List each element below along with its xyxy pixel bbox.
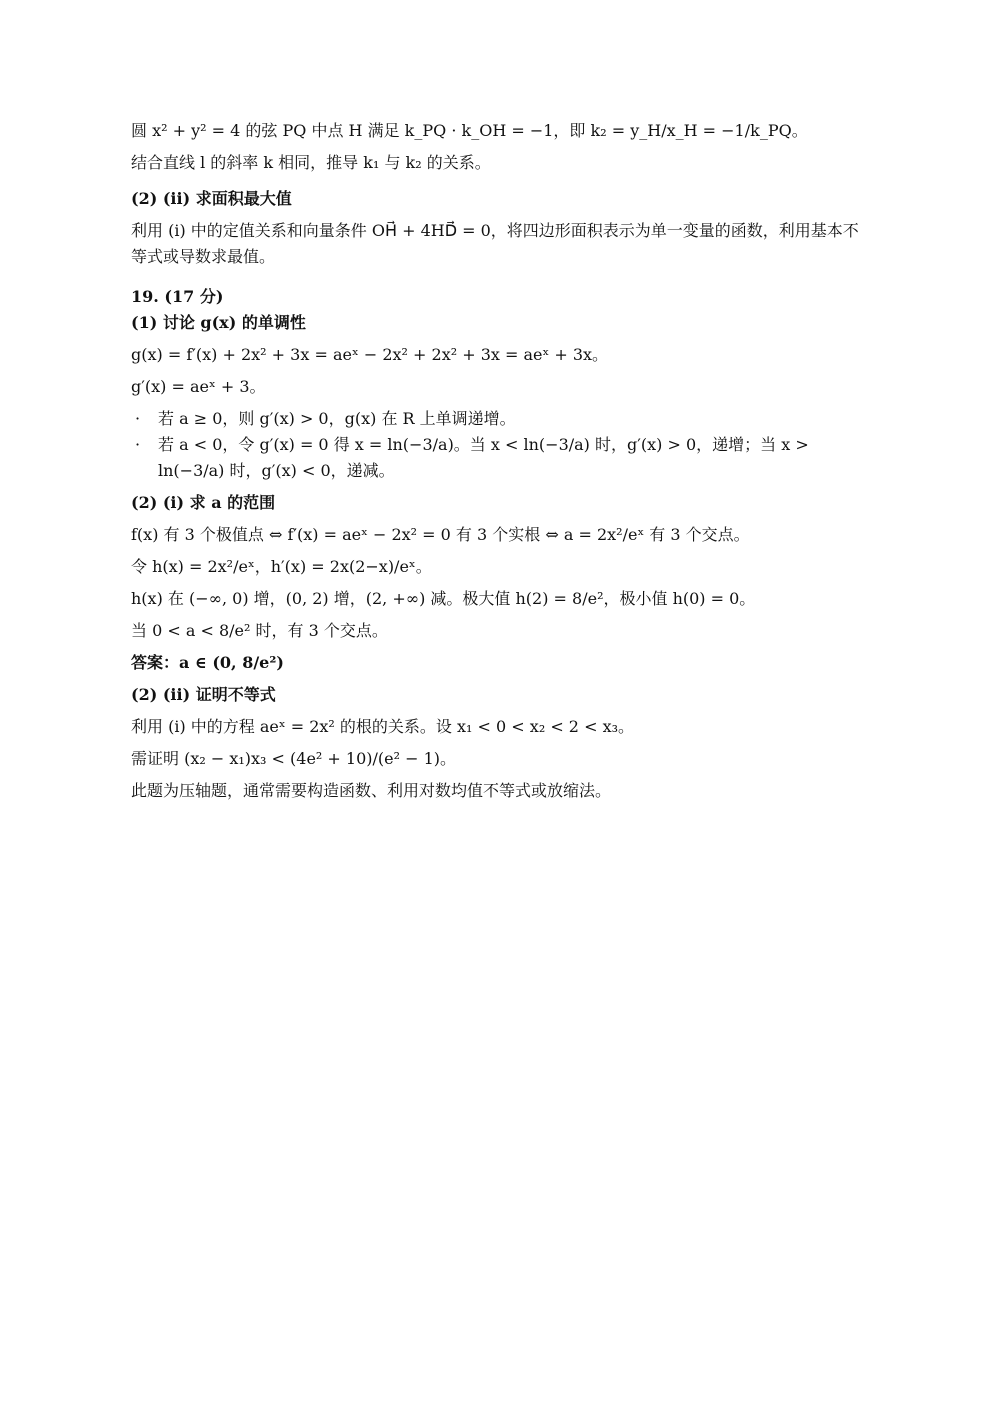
final-remark-line: 此题为压轴题，通常需要构造函数、利用对数均值不等式或放缩法。 bbox=[131, 781, 612, 800]
intersection-condition-line: 当 0 < a < 8/e² 时，有 3 个交点。 bbox=[131, 621, 388, 640]
section-heading-area-max: (2) (ii) 求面积最大值 bbox=[131, 189, 292, 208]
slope-relation-line: 结合直线 l 的斜率 k 相同，推导 k₁ 与 k₂ 的关系。 bbox=[131, 153, 491, 172]
extreme-points-line: f(x) 有 3 个极值点 ⇔ f′(x) = aeˣ − 2x² = 0 有 3 个实根 ⇔ a = 2x²/eˣ 有 3 个交点。 bbox=[131, 525, 750, 544]
g-derivative-line: g′(x) = aeˣ + 3。 bbox=[131, 377, 266, 396]
bullet-text: 若 a < 0，令 g′(x) = 0 得 x = ln(−3/a)。当 x < ln(−3/a) 时，g′(x) > 0，递增；当 x > ln(−3/a) 时，g′(x) < 0，递减。 bbox=[158, 435, 809, 480]
document-content bbox=[131, 118, 861, 804]
h-monotonicity-line: h(x) 在 (−∞, 0) 增，(0, 2) 增，(2, +∞) 减。极大值 h(2) = 8/e²，极小值 h(0) = 0。 bbox=[131, 589, 756, 608]
bullet-text: 若 a ≥ 0，则 g′(x) > 0，g(x) 在 R 上单调递增。 bbox=[158, 409, 516, 428]
roots-relation-line: 利用 (i) 中的方程 aeˣ = 2x² 的根的关系。设 x₁ < 0 < x₂ < 2 < x₃。 bbox=[131, 717, 635, 736]
inequality-to-prove-line: 需证明 (x₂ − x₁)x₃ < (4e² + 10)/(e² − 1)。 bbox=[131, 749, 457, 768]
bullet-item-a-nonnegative bbox=[131, 406, 861, 432]
chord-midpoint-line: 圆 x² + y² = 4 的弦 PQ 中点 H 满足 k_PQ · k_OH = −1，即 k₂ = y_H/x_H = −1/k_PQ。 bbox=[131, 121, 808, 140]
problem-19-heading: 19. (17 分) bbox=[131, 287, 224, 306]
answer-line: 答案：a ∈ (0, 8/e²) bbox=[131, 653, 284, 672]
area-max-paragraph: 利用 (i) 中的定值关系和向量条件 OH⃗ + 4HD⃗ = 0，将四边形面积表示为单一变量的函数，利用基本不等式或导数求最值。 bbox=[131, 221, 859, 266]
h-definition-line: 令 h(x) = 2x²/eˣ，h′(x) = 2x(2−x)/eˣ。 bbox=[131, 557, 432, 576]
g-definition-line: g(x) = f′(x) + 2x² + 3x = aeˣ − 2x² + 2x² + 3x = aeˣ + 3x。 bbox=[131, 345, 609, 364]
section-heading-inequality: (2) (ii) 证明不等式 bbox=[131, 685, 276, 704]
section-heading-monotonicity: (1) 讨论 g(x) 的单调性 bbox=[131, 313, 306, 332]
bullet-item-a-negative bbox=[131, 432, 861, 484]
bullet-dot-icon: · bbox=[135, 435, 141, 454]
bullet-dot-icon: · bbox=[135, 409, 141, 428]
section-heading-a-range: (2) (i) 求 a 的范围 bbox=[131, 493, 276, 512]
